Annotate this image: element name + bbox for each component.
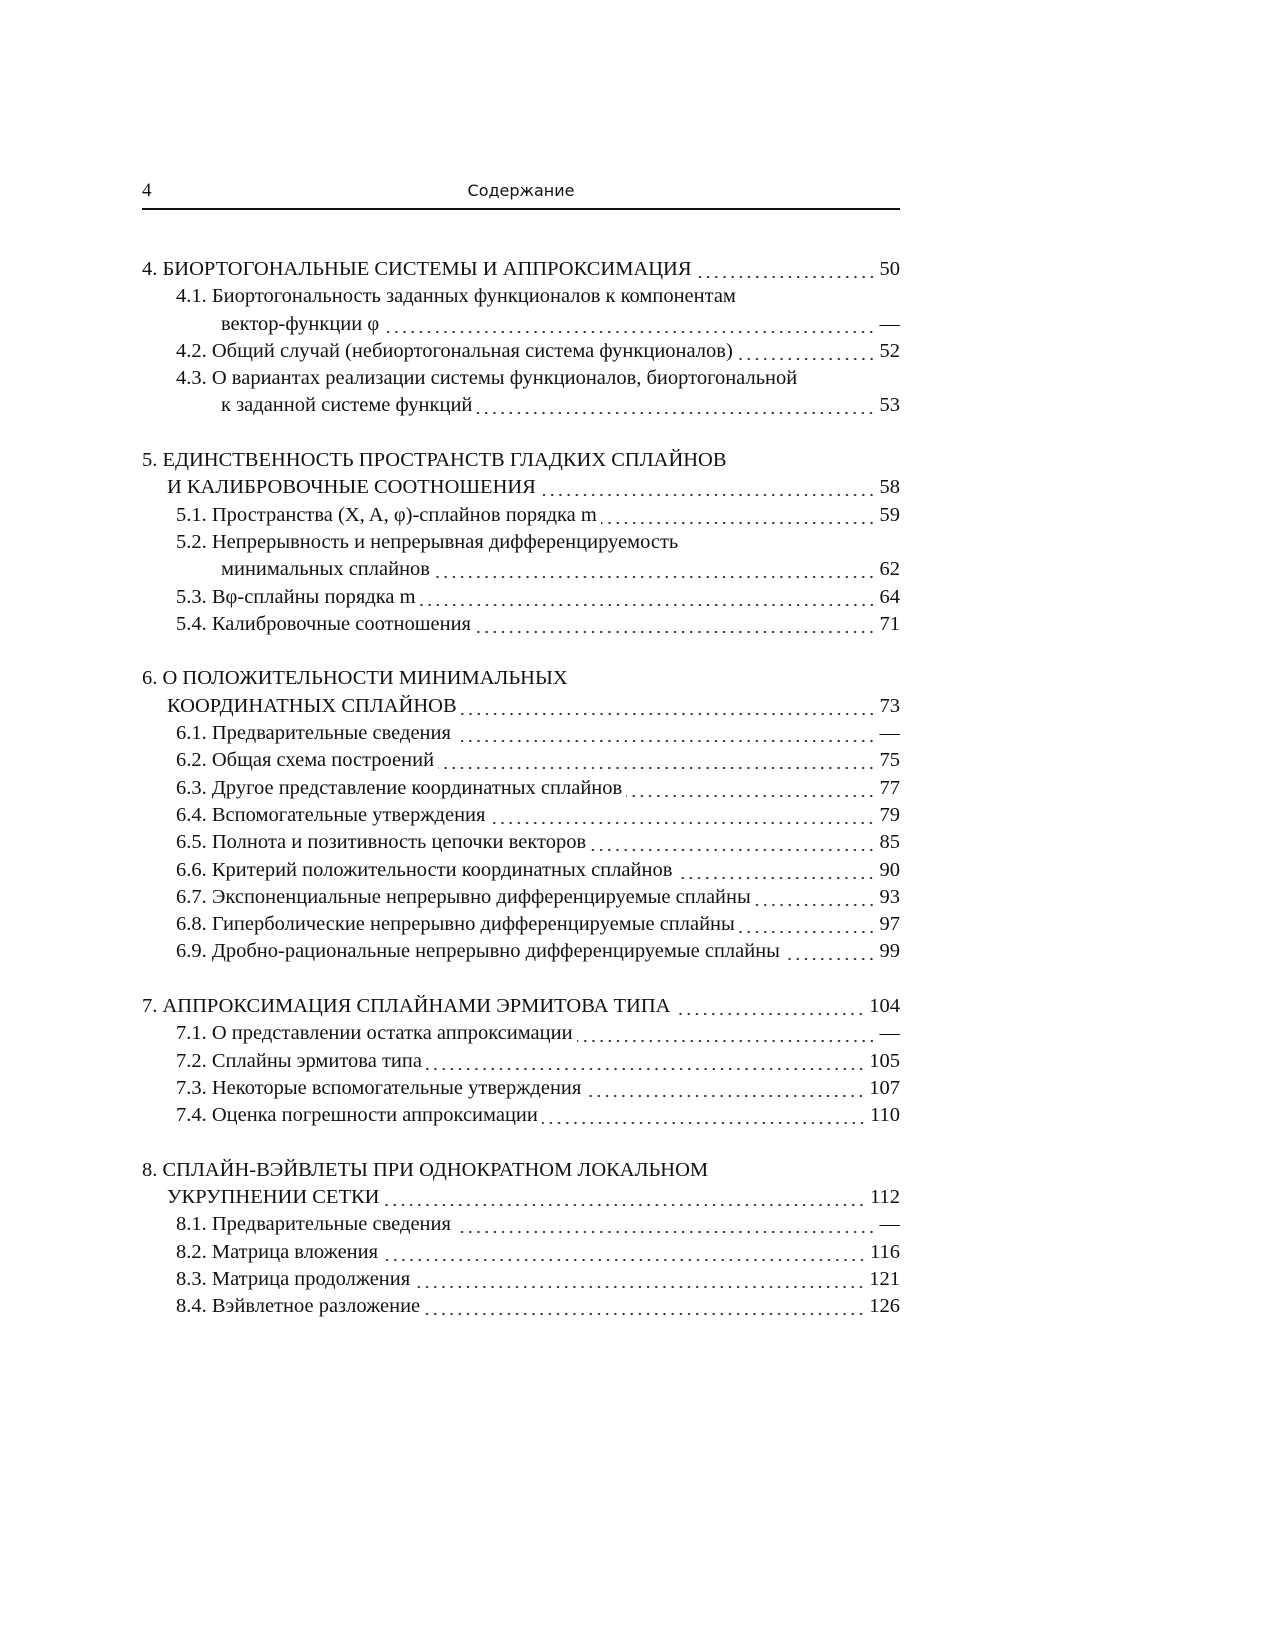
page-number-ref: 52 (879, 339, 900, 362)
section-entry-line[interactable] (142, 938, 900, 965)
page-number-ref: 53 (879, 394, 900, 417)
page-number-ref: — (879, 1022, 900, 1045)
section-entry-line[interactable] (142, 1020, 900, 1047)
page-number-ref: 58 (879, 476, 900, 499)
chapter-entry-line[interactable] (142, 474, 900, 501)
section-entry-line[interactable] (142, 857, 900, 884)
section-title: 7.1. О представлении остатка аппроксимации (176, 1022, 573, 1045)
section-entry-line[interactable] (142, 1293, 900, 1320)
section-entry-line[interactable] (142, 365, 900, 392)
page-number-ref: 104 (869, 995, 900, 1018)
page-number-ref: 97 (879, 913, 900, 936)
toc-chapter (142, 665, 900, 965)
chapter-title: И КАЛИБРОВОЧНЫЕ СООТНОШЕНИЯ (167, 476, 536, 499)
page-number-ref: 77 (879, 776, 900, 799)
dot-leader (737, 338, 876, 365)
page-number-ref: 110 (870, 1104, 900, 1127)
page-number-ref: — (879, 1213, 900, 1236)
section-title: 5.1. Пространства (X, A, φ)-сплайнов порядка m (176, 503, 597, 526)
section-entry-line[interactable] (142, 584, 900, 611)
section-title: 8.4. Вэйвлетное разложение (176, 1295, 421, 1318)
section-entry-line[interactable] (142, 802, 900, 829)
section-entry-line[interactable] (142, 884, 900, 911)
page-number: 4 (142, 180, 152, 201)
section-title: 7.2. Сплайны эрмитова типа (176, 1049, 422, 1072)
chapter-title: УКРУПНЕНИИ СЕТКИ (167, 1186, 380, 1209)
table-of-contents (142, 256, 900, 1348)
dot-leader (383, 311, 875, 338)
page-number-ref: — (879, 312, 900, 335)
page-number-ref: 105 (869, 1049, 900, 1072)
dot-leader (577, 1020, 876, 1047)
section-entry-line[interactable] (142, 311, 900, 338)
section-title: 6.5. Полнота и позитивность цепочки векторов (176, 831, 587, 854)
dot-leader (540, 474, 876, 501)
page-number-ref: 79 (879, 803, 900, 826)
chapter-entry-line[interactable] (142, 993, 900, 1020)
section-entry-line[interactable] (142, 611, 900, 638)
toc-chapter (142, 993, 900, 1129)
page-number-ref: 121 (869, 1267, 900, 1290)
section-title: 4.3. О вариантах реализации системы функционалов, биортогональной (176, 367, 798, 390)
section-title: 6.7. Экспоненциальные непрерывно дифференцируемые сплайны (176, 885, 751, 908)
section-entry-line[interactable] (142, 1102, 900, 1129)
chapter-entry-line[interactable] (142, 447, 900, 474)
dot-leader (455, 1211, 876, 1238)
dot-leader (626, 775, 875, 802)
section-entry-line[interactable] (142, 338, 900, 365)
section-entry-line[interactable] (142, 911, 900, 938)
chapter-title: 6. О ПОЛОЖИТЕЛЬНОСТИ МИНИМАЛЬНЫХ (142, 667, 568, 690)
section-entry-line[interactable] (142, 283, 900, 310)
chapter-entry-line[interactable] (142, 256, 900, 283)
dot-leader (542, 1102, 866, 1129)
page-number-ref: 126 (869, 1295, 900, 1318)
page-number-ref: 73 (879, 694, 900, 717)
dot-leader (674, 993, 865, 1020)
section-entry-line[interactable] (142, 1266, 900, 1293)
running-title: Содержание (467, 181, 575, 200)
section-title: вектор-функции φ (221, 312, 380, 335)
dot-leader (590, 829, 875, 856)
dot-leader (784, 938, 876, 965)
dot-leader (476, 392, 875, 419)
section-entry-line[interactable] (142, 1075, 900, 1102)
section-title: 5.3. Bφ-сплайны порядка m (176, 585, 416, 608)
toc-chapter (142, 256, 900, 420)
page-number-ref: — (879, 722, 900, 745)
dot-leader (676, 857, 875, 884)
dot-leader (755, 884, 876, 911)
section-entry-line[interactable] (142, 775, 900, 802)
section-title: 5.4. Калибровочные соотношения (176, 612, 471, 635)
section-title: 7.3. Некоторые вспомогательные утверждения (176, 1076, 582, 1099)
section-title: 6.1. Предварительные сведения (176, 722, 451, 745)
section-entry-line[interactable] (142, 529, 900, 556)
chapter-title: 4. БИОРТОГОНАЛЬНЫЕ СИСТЕМЫ И АППРОКСИМАЦИЯ (142, 258, 692, 280)
dot-leader (461, 693, 876, 720)
page-number-ref: 59 (879, 503, 900, 526)
page-number-ref: 75 (879, 749, 900, 772)
section-title: 6.6. Критерий положительности координатных сплайнов (176, 858, 673, 881)
dot-leader (585, 1075, 865, 1102)
dot-leader (739, 911, 876, 938)
dot-leader (434, 556, 876, 583)
section-title: 6.8. Гиперболические непрерывно дифференцируемые сплайны (176, 913, 735, 936)
section-title: 6.3. Другое представление координатных сплайнов (176, 776, 623, 799)
chapter-title: 8. СПЛАЙН-ВЭЙВЛЕТЫ ПРИ ОДНОКРАТНОМ ЛОКАЛЬНОМ (142, 1158, 709, 1181)
page-number-ref: 99 (879, 940, 900, 963)
toc-chapter (142, 447, 900, 638)
dot-leader (382, 1239, 866, 1266)
chapter-title: 5. ЕДИНСТВЕННОСТЬ ПРОСТРАНСТВ ГЛАДКИХ СПЛАЙНОВ (142, 449, 727, 472)
section-entry-line[interactable] (142, 556, 900, 583)
page-number-ref: 93 (879, 885, 900, 908)
section-title: 6.4. Вспомогательные утверждения (176, 803, 486, 826)
page-number-ref: 107 (869, 1076, 900, 1099)
section-entry-line[interactable] (142, 392, 900, 419)
dot-leader (696, 256, 876, 283)
page-number-ref: 112 (870, 1186, 900, 1209)
dot-leader (420, 584, 876, 611)
chapter-entry-line[interactable] (142, 1157, 900, 1184)
page-number-ref: 62 (879, 558, 900, 581)
dot-leader (426, 1048, 865, 1075)
section-title: 4.2. Общий случай (небиортогональная система функционалов) (176, 339, 733, 362)
section-title: минимальных сплайнов (221, 558, 430, 581)
section-title: к заданной системе функций (221, 394, 473, 417)
section-entry-line[interactable] (142, 1048, 900, 1075)
section-entry-line[interactable] (142, 829, 900, 856)
section-title: 8.2. Матрица вложения (176, 1240, 379, 1263)
section-title: 5.2. Непрерывность и непрерывная дифференцируемость (176, 530, 679, 553)
dot-leader (424, 1293, 865, 1320)
section-title: 8.1. Предварительные сведения (176, 1213, 451, 1236)
section-entry-line[interactable] (142, 1211, 900, 1238)
chapter-title: 7. АППРОКСИМАЦИЯ СПЛАЙНАМИ ЭРМИТОВА ТИПА (142, 995, 671, 1018)
chapter-entry-line[interactable] (142, 693, 900, 720)
section-entry-line[interactable] (142, 720, 900, 747)
page-number-ref: 85 (879, 831, 900, 854)
dot-leader (414, 1266, 865, 1293)
page-number-ref: 64 (879, 585, 900, 608)
section-entry-line[interactable] (142, 747, 900, 774)
dot-leader (438, 747, 875, 774)
chapter-entry-line[interactable] (142, 1184, 900, 1211)
dot-leader (455, 720, 876, 747)
section-title: 8.3. Матрица продолжения (176, 1267, 411, 1290)
section-entry-line[interactable] (142, 502, 900, 529)
section-title: 7.4. Оценка погрешности аппроксимации (176, 1104, 538, 1127)
page-number-ref: 50 (879, 258, 900, 280)
dot-leader (601, 502, 876, 529)
toc-chapter (142, 1157, 900, 1321)
chapter-entry-line[interactable] (142, 665, 900, 692)
dot-leader (489, 802, 875, 829)
section-title: 4.1. Биортогональность заданных функционалов к компонентам (176, 285, 736, 308)
section-title: 6.9. Дробно-рациональные непрерывно дифференцируемые сплайны (176, 940, 780, 963)
section-title: 6.2. Общая схема построений (176, 749, 435, 772)
dot-leader (475, 611, 876, 638)
page-number-ref: 71 (879, 612, 900, 635)
running-header (142, 178, 900, 210)
page-number-ref: 116 (870, 1240, 900, 1263)
section-entry-line[interactable] (142, 1239, 900, 1266)
dot-leader (383, 1184, 866, 1211)
page-number-ref: 90 (879, 858, 900, 881)
chapter-title: КООРДИНАТНЫХ СПЛАЙНОВ (167, 694, 457, 717)
